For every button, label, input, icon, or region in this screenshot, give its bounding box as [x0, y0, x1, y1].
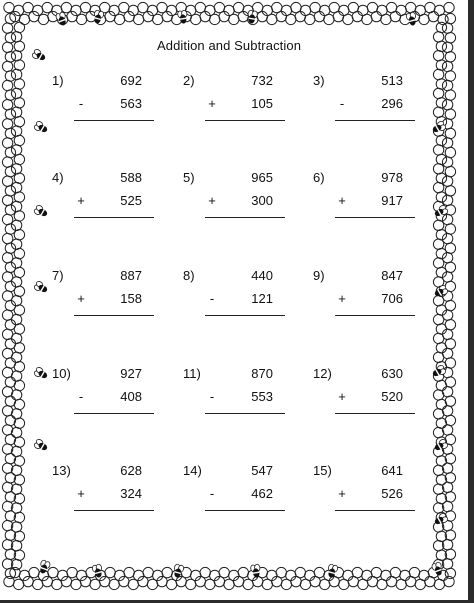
- top-operand: 887: [120, 268, 142, 283]
- bee-icon: [33, 438, 49, 452]
- operator: -: [209, 389, 215, 404]
- border-ring: [436, 98, 446, 108]
- problem: [183, 268, 283, 328]
- border-ring: [409, 567, 419, 577]
- problem: [313, 170, 413, 230]
- border-ring: [162, 567, 172, 577]
- problem: [313, 463, 413, 523]
- border-ring: [14, 362, 24, 372]
- border-ring: [14, 211, 24, 221]
- border-ring: [4, 2, 14, 12]
- border-ring: [61, 2, 71, 12]
- border-ring: [11, 333, 21, 343]
- answer-line: [205, 315, 285, 316]
- top-operand: 965: [251, 170, 273, 185]
- border-ring: [11, 145, 21, 155]
- border-ring: [436, 60, 446, 70]
- border-ring: [286, 14, 296, 24]
- border-ring: [2, 176, 12, 186]
- border-ring: [5, 128, 15, 138]
- border-ring: [11, 201, 21, 211]
- border-ring: [67, 11, 77, 21]
- border-ring: [436, 22, 446, 32]
- border-ring: [11, 69, 21, 79]
- border-ring: [445, 71, 455, 81]
- border-ring: [13, 579, 23, 589]
- top-operand: 588: [120, 170, 142, 185]
- border-ring: [436, 173, 446, 183]
- problem-number: 1): [52, 73, 64, 88]
- top-operand: 927: [120, 366, 142, 381]
- border-ring: [14, 286, 24, 296]
- top-operand: 870: [251, 366, 273, 381]
- problem: [52, 463, 152, 523]
- problem: [313, 268, 413, 328]
- problem-number: 8): [183, 268, 195, 283]
- answer-line: [205, 217, 285, 218]
- border-ring: [442, 233, 452, 243]
- problem-number: 5): [183, 170, 195, 185]
- border-ring: [400, 570, 410, 580]
- border-ring: [57, 570, 67, 580]
- border-ring: [442, 100, 452, 110]
- border-ring: [2, 195, 12, 205]
- border-ring: [191, 14, 201, 24]
- border-ring: [442, 214, 452, 224]
- border-ring: [436, 192, 446, 202]
- border-ring: [436, 399, 446, 409]
- border-ring: [442, 80, 452, 90]
- operator: +: [338, 389, 346, 404]
- border-ring: [445, 109, 455, 119]
- bottom-operand: 526: [381, 486, 403, 501]
- border-ring: [143, 567, 153, 577]
- problem: [52, 268, 152, 328]
- border-ring: [124, 567, 134, 577]
- operator: +: [77, 486, 85, 501]
- problem-number: 2): [183, 73, 195, 88]
- border-ring: [14, 380, 24, 390]
- border-ring: [433, 107, 443, 117]
- border-ring: [14, 154, 24, 164]
- border-ring: [14, 437, 24, 447]
- border-ring: [2, 61, 12, 71]
- border-ring: [29, 11, 39, 21]
- border-ring: [2, 138, 12, 148]
- border-ring: [5, 205, 15, 215]
- operator: +: [77, 193, 85, 208]
- problem: [52, 366, 152, 426]
- bee-icon: [433, 512, 449, 526]
- border-ring: [2, 100, 12, 110]
- border-ring: [153, 14, 163, 24]
- border-ring: [433, 352, 443, 362]
- border-ring: [433, 390, 443, 400]
- border-ring: [11, 409, 21, 419]
- border-ring: [305, 570, 315, 580]
- border-ring: [11, 371, 21, 381]
- border-ring: [2, 233, 12, 243]
- border-ring: [436, 79, 446, 89]
- border-ring: [433, 69, 443, 79]
- border-ring: [445, 52, 455, 62]
- border-ring: [11, 182, 21, 192]
- border-ring: [114, 14, 124, 24]
- border-ring: [23, 576, 33, 586]
- operator: +: [77, 291, 85, 306]
- bottom-operand: 158: [120, 291, 142, 306]
- bottom-operand: 706: [381, 291, 403, 306]
- border-ring: [2, 119, 12, 129]
- border-ring: [343, 570, 353, 580]
- border-ring: [11, 88, 21, 98]
- answer-line: [335, 510, 415, 511]
- border-ring: [52, 579, 62, 589]
- problem: [183, 170, 283, 230]
- border-ring: [14, 79, 24, 89]
- problem: [313, 73, 413, 133]
- border-ring: [11, 446, 21, 456]
- border-ring: [419, 14, 429, 24]
- problem-number: 14): [183, 463, 202, 478]
- border-ring: [11, 164, 21, 174]
- problem-number: 7): [52, 268, 64, 283]
- border-ring: [67, 567, 77, 577]
- border-ring: [80, 2, 90, 12]
- border-ring: [381, 14, 391, 24]
- border-ring: [433, 164, 443, 174]
- border-ring: [433, 427, 443, 437]
- operator: -: [78, 96, 84, 111]
- top-operand: 692: [120, 73, 142, 88]
- border-ring: [2, 214, 12, 224]
- border-ring: [29, 567, 39, 577]
- operator: +: [338, 486, 346, 501]
- border-ring: [5, 109, 15, 119]
- border-ring: [445, 13, 455, 23]
- border-ring: [76, 570, 86, 580]
- border-ring: [14, 60, 24, 70]
- border-ring: [436, 324, 446, 334]
- border-ring: [352, 11, 362, 21]
- border-ring: [2, 23, 12, 33]
- border-ring: [14, 135, 24, 145]
- bottom-operand: 121: [251, 291, 273, 306]
- border-ring: [13, 5, 23, 15]
- top-operand: 978: [381, 170, 403, 185]
- border-ring: [76, 14, 86, 24]
- problem-number: 10): [52, 366, 71, 381]
- border-ring: [14, 22, 24, 32]
- bottom-operand: 324: [120, 486, 142, 501]
- border-ring: [362, 570, 372, 580]
- operator: -: [209, 486, 215, 501]
- border-ring: [362, 14, 372, 24]
- border-ring: [390, 11, 400, 21]
- border-ring: [5, 71, 15, 81]
- answer-line: [205, 120, 285, 121]
- border-ring: [5, 147, 15, 157]
- border-ring: [14, 343, 24, 353]
- top-operand: 732: [251, 73, 273, 88]
- border-ring: [433, 409, 443, 419]
- answer-line: [335, 120, 415, 121]
- border-ring: [436, 154, 446, 164]
- bottom-operand: 553: [251, 389, 273, 404]
- bee-icon: [33, 120, 49, 134]
- operator: -: [209, 291, 215, 306]
- border-ring: [200, 567, 210, 577]
- border-ring: [371, 11, 381, 21]
- border-ring: [14, 230, 24, 240]
- border-ring: [14, 267, 24, 277]
- bee-icon: [33, 204, 49, 218]
- border-ring: [19, 14, 29, 24]
- bottom-operand: 525: [120, 193, 142, 208]
- border-ring: [80, 576, 90, 586]
- border-ring: [14, 399, 24, 409]
- border-ring: [433, 296, 443, 306]
- problem: [183, 463, 283, 523]
- border-ring: [433, 145, 443, 155]
- operator: -: [78, 389, 84, 404]
- border-ring: [371, 567, 381, 577]
- border-ring: [2, 80, 12, 90]
- operator: +: [208, 96, 216, 111]
- border-ring: [445, 147, 455, 157]
- bee-icon: [92, 564, 104, 579]
- border-ring: [445, 90, 455, 100]
- border-ring: [5, 166, 15, 176]
- border-ring: [433, 465, 443, 475]
- answer-line: [74, 315, 154, 316]
- border-ring: [295, 567, 305, 577]
- border-ring: [433, 258, 443, 268]
- bee-icon: [33, 280, 49, 294]
- top-operand: 547: [251, 463, 273, 478]
- border-ring: [436, 475, 446, 485]
- bottom-operand: 408: [120, 389, 142, 404]
- answer-line: [205, 510, 285, 511]
- border-ring: [23, 2, 33, 12]
- border-ring: [42, 2, 52, 12]
- border-ring: [33, 579, 43, 589]
- bee-icon: [326, 564, 338, 579]
- border-ring: [133, 14, 143, 24]
- problem-number: 4): [52, 170, 64, 185]
- border-ring: [436, 230, 446, 240]
- border-ring: [419, 570, 429, 580]
- top-operand: 513: [381, 73, 403, 88]
- border-ring: [276, 567, 286, 577]
- top-operand: 847: [381, 268, 403, 283]
- top-operand: 628: [120, 463, 142, 478]
- border-ring: [433, 182, 443, 192]
- border-ring: [444, 2, 454, 12]
- border-ring: [5, 90, 15, 100]
- answer-line: [74, 120, 154, 121]
- border-ring: [352, 567, 362, 577]
- border-ring: [295, 11, 305, 21]
- border-ring: [433, 88, 443, 98]
- border-ring: [11, 220, 21, 230]
- problem-number: 9): [313, 268, 325, 283]
- border-ring: [14, 192, 24, 202]
- border-ring: [2, 157, 12, 167]
- bottom-operand: 300: [251, 193, 273, 208]
- border-ring: [11, 126, 21, 136]
- border-ring: [428, 11, 438, 21]
- border-ring: [238, 567, 248, 577]
- border-ring: [436, 380, 446, 390]
- worksheet-title: Addition and Subtraction: [156, 38, 302, 53]
- top-operand: 641: [381, 463, 403, 478]
- bottom-operand: 917: [381, 193, 403, 208]
- problem: [52, 73, 152, 133]
- border-ring: [219, 567, 229, 577]
- border-ring: [14, 475, 24, 485]
- problem: [183, 366, 283, 426]
- border-ring: [433, 314, 443, 324]
- border-ring: [14, 173, 24, 183]
- border-ring: [333, 11, 343, 21]
- operator: +: [338, 291, 346, 306]
- border-ring: [14, 305, 24, 315]
- border-ring: [445, 224, 455, 234]
- problem-number: 3): [313, 73, 325, 88]
- top-operand: 630: [381, 366, 403, 381]
- answer-line: [335, 315, 415, 316]
- border-ring: [305, 14, 315, 24]
- bottom-operand: 520: [381, 389, 403, 404]
- border-ring: [5, 186, 15, 196]
- border-ring: [314, 11, 324, 21]
- bee-icon: [55, 11, 68, 26]
- border-ring: [436, 456, 446, 466]
- problem: [313, 366, 413, 426]
- border-ring: [442, 195, 452, 205]
- border-ring: [61, 576, 71, 586]
- border-ring: [14, 248, 24, 258]
- border-ring: [433, 333, 443, 343]
- border-ring: [11, 352, 21, 362]
- border-ring: [436, 135, 446, 145]
- border-ring: [11, 107, 21, 117]
- border-ring: [14, 117, 24, 127]
- bee-icon: [250, 564, 261, 578]
- border-ring: [267, 14, 277, 24]
- border-ring: [445, 128, 455, 138]
- bee-icon: [33, 366, 49, 380]
- border-ring: [436, 418, 446, 428]
- border-ring: [390, 567, 400, 577]
- border-ring: [42, 576, 52, 586]
- border-ring: [445, 186, 455, 196]
- bottom-operand: 563: [120, 96, 142, 111]
- problem-number: 12): [313, 366, 332, 381]
- operator: -: [339, 96, 345, 111]
- border-ring: [14, 98, 24, 108]
- answer-line: [74, 510, 154, 511]
- operator: +: [208, 193, 216, 208]
- border-ring: [14, 418, 24, 428]
- border-ring: [229, 14, 239, 24]
- border-ring: [11, 465, 21, 475]
- border-ring: [436, 343, 446, 353]
- border-ring: [14, 324, 24, 334]
- problem: [183, 73, 283, 133]
- border-ring: [11, 390, 21, 400]
- border-ring: [442, 138, 452, 148]
- border-ring: [343, 14, 353, 24]
- border-ring: [19, 570, 29, 580]
- border-ring: [445, 166, 455, 176]
- border-ring: [433, 239, 443, 249]
- border-ring: [71, 579, 81, 589]
- border-ring: [314, 567, 324, 577]
- border-ring: [324, 14, 334, 24]
- border-ring: [105, 567, 115, 577]
- answer-line: [205, 413, 285, 414]
- border-ring: [442, 176, 452, 186]
- problem-number: 11): [183, 366, 201, 381]
- operator: +: [338, 193, 346, 208]
- problem-number: 15): [313, 463, 332, 478]
- bottom-operand: 462: [251, 486, 273, 501]
- answer-line: [74, 217, 154, 218]
- border-ring: [71, 5, 81, 15]
- answer-line: [335, 217, 415, 218]
- border-ring: [5, 224, 15, 234]
- problem-number: 13): [52, 463, 71, 478]
- top-operand: 440: [251, 268, 273, 283]
- answer-line: [74, 413, 154, 414]
- border-ring: [286, 570, 296, 580]
- bottom-operand: 296: [381, 96, 403, 111]
- border-ring: [38, 14, 48, 24]
- border-ring: [433, 220, 443, 230]
- border-ring: [276, 11, 286, 21]
- border-ring: [381, 570, 391, 580]
- bottom-operand: 105: [251, 96, 273, 111]
- problem: [52, 170, 152, 230]
- border-ring: [442, 157, 452, 167]
- border-ring: [210, 14, 220, 24]
- problem-number: 6): [313, 170, 325, 185]
- border-ring: [11, 314, 21, 324]
- answer-line: [335, 413, 415, 414]
- border-ring: [11, 427, 21, 437]
- border-ring: [48, 567, 58, 577]
- border-ring: [14, 456, 24, 466]
- border-ring: [33, 5, 43, 15]
